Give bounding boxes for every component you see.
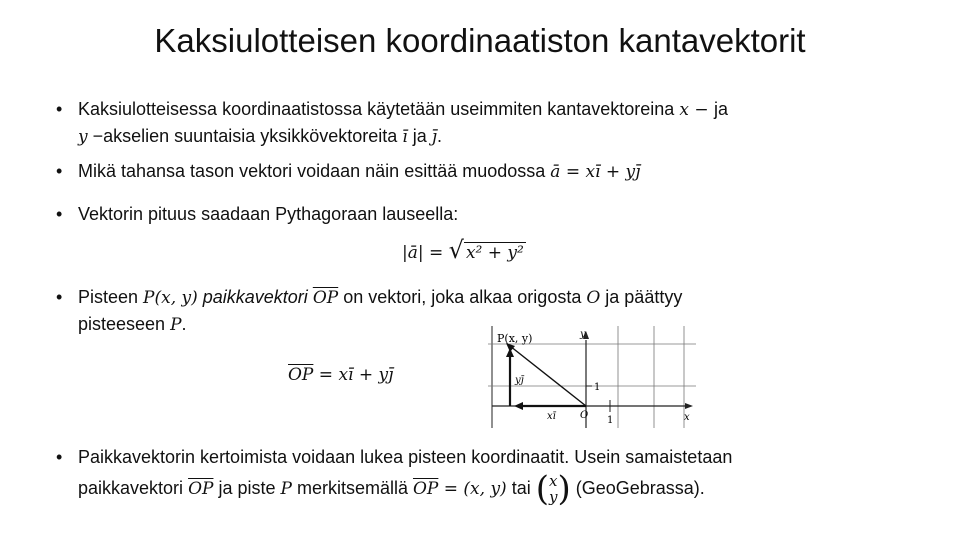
diagram-label-x: x xyxy=(684,412,690,423)
yj-vector-arrow xyxy=(506,348,514,357)
sqrt-sign: √ xyxy=(448,236,464,264)
bullet-text: Vektorin pituus saadaan Pythagoraan lauseella: xyxy=(78,204,459,224)
op-formula-left: $\overline{OP}$ xyxy=(288,365,314,385)
column-vector-top: x xyxy=(548,472,558,490)
bullet-text: −akselien suuntaisia yksikkövektoreita xyxy=(87,126,403,146)
bullet-dot: • xyxy=(56,447,63,467)
math-point: P(x, y) xyxy=(143,288,198,308)
bullet-text: on vektori, joka alkaa origosta xyxy=(338,287,587,307)
bullet-text: pisteeseen xyxy=(78,314,171,334)
math-eq: = (x, y) xyxy=(438,478,507,499)
sqrt-radicand: x² + y² xyxy=(465,243,524,263)
bullet-text-italic: paikkavektori xyxy=(197,287,313,307)
math-var: y xyxy=(78,127,88,147)
diagram-label-one-y: 1 xyxy=(594,382,601,393)
math-var: ī xyxy=(402,127,408,147)
math-op: − xyxy=(688,100,714,120)
coordinate-diagram xyxy=(488,326,696,428)
column-vector xyxy=(535,469,571,509)
bullet-text: . xyxy=(437,126,443,146)
vector-formula: ā = xī + yj̄ xyxy=(550,162,641,182)
math-var: j̄ xyxy=(431,127,438,147)
math-vector-op: $\overline{OP}$ xyxy=(188,478,214,499)
bullet-text: paikkavektori xyxy=(78,477,189,498)
bullet-text: (GeoGebrassa). xyxy=(570,477,705,498)
column-vector-bottom: y xyxy=(548,488,558,506)
bullet-text: Mikä tahansa tason vektori voidaan näin esittää muodossa xyxy=(78,161,551,181)
diagram-label-origin: O xyxy=(580,410,589,421)
bullet-vector-length xyxy=(56,201,906,227)
op-formula-right: = xī + yj̄ xyxy=(313,365,394,385)
bullet-dot: • xyxy=(56,99,63,119)
bullet-coordinates xyxy=(56,442,906,509)
bullet-vector-form xyxy=(56,158,906,185)
paren-left: ( xyxy=(535,469,549,509)
bullet-text: Kaksiulotteisessa koordinaatistossa käytetään useimmiten kantavektoreina xyxy=(78,99,680,119)
bullet-basis-vectors xyxy=(56,96,906,150)
bullet-text: tai xyxy=(506,477,536,498)
bullet-text: Paikkavektorin kertoimista voidaan lukea pisteen koordinaatit. Usein samaistetaan xyxy=(78,447,733,467)
bullet-text: ja xyxy=(713,99,728,119)
math-var: P xyxy=(280,478,292,499)
diagram-label-yj: yj̄ xyxy=(515,375,524,386)
bullet-dot: • xyxy=(56,287,63,307)
diagram-label-one-x: 1 xyxy=(607,415,614,426)
paren-right: ) xyxy=(557,469,571,509)
bullet-text: ja xyxy=(407,126,432,146)
bullet-text: . xyxy=(181,314,187,334)
xi-vector-arrow xyxy=(514,402,523,410)
bullet-dot: • xyxy=(56,204,63,224)
bullet-text: ja piste xyxy=(213,477,281,498)
bullet-text: merkitsemällä xyxy=(291,477,413,498)
slide-title: Kaksiulotteisen koordinaatiston kantavektorit xyxy=(154,22,806,59)
length-formula xyxy=(402,236,526,264)
length-formula-left: |ā| = xyxy=(402,243,449,263)
x-axis-arrow xyxy=(685,403,693,409)
bullet-position-vector xyxy=(56,284,906,338)
math-var: O xyxy=(586,288,601,308)
math-vector-op: $\overline{OP}$ xyxy=(312,288,339,308)
op-formula xyxy=(288,364,393,385)
math-var: x xyxy=(679,100,689,120)
bullet-text: Pisteen xyxy=(78,287,144,307)
diagram-label-y: y xyxy=(580,329,586,340)
bullet-text: ja päättyy xyxy=(600,287,683,307)
math-vector-op: $\overline{OP}$ xyxy=(412,478,439,499)
diagram-label-xi: xī xyxy=(547,411,556,422)
bullet-dot: • xyxy=(56,161,63,181)
math-var: P xyxy=(170,315,182,335)
diagram-label-p: P(x, y) xyxy=(497,332,533,345)
